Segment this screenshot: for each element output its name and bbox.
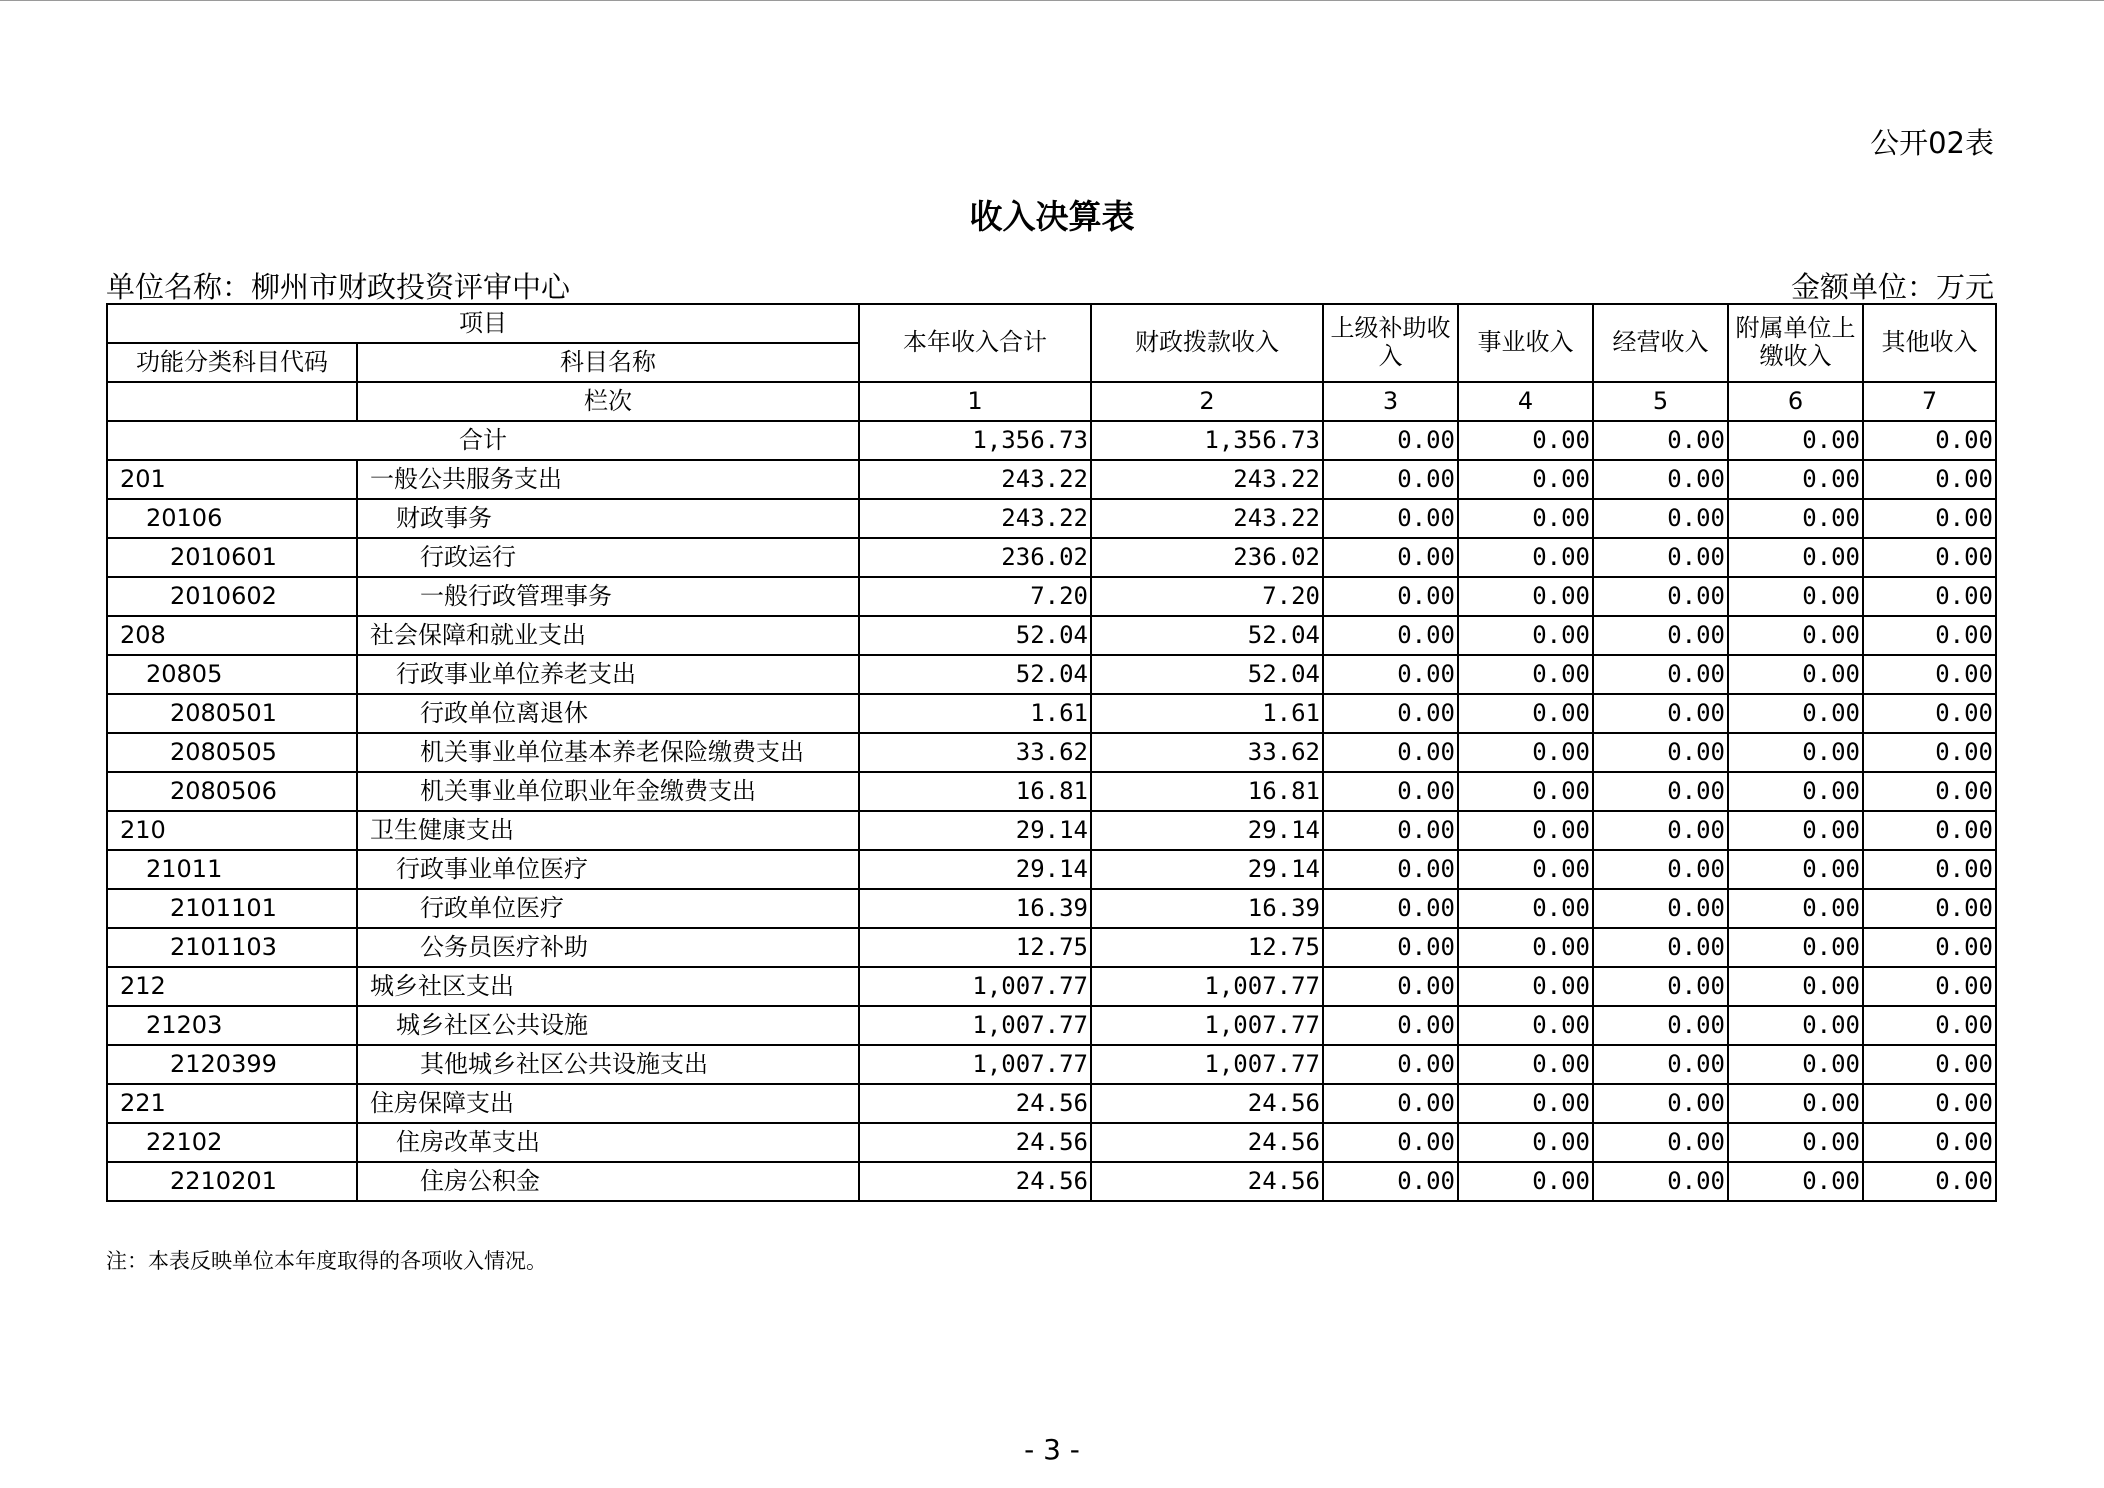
row-value-col-1: 24.56	[859, 1084, 1091, 1123]
header-col-6: 附属单位上缴收入	[1728, 304, 1863, 382]
row-subject-name: 行政单位离退休	[357, 694, 859, 733]
table-row	[107, 850, 1996, 889]
row-value-col-2: 29.14	[1091, 811, 1323, 850]
row-value-col-4: 0.00	[1458, 460, 1593, 499]
row-value-col-7: 0.00	[1863, 655, 1996, 694]
row-value-col-1: 29.14	[859, 811, 1091, 850]
row-value-col-2: 236.02	[1091, 538, 1323, 577]
row-value-col-7: 0.00	[1863, 928, 1996, 967]
row-value-col-7: 0.00	[1863, 772, 1996, 811]
row-value-col-3: 0.00	[1323, 850, 1458, 889]
row-value-col-5: 0.00	[1593, 733, 1728, 772]
row-code: 22102	[107, 1123, 357, 1162]
table-row	[107, 1123, 1996, 1162]
row-value-col-2: 1,007.77	[1091, 1006, 1323, 1045]
row-value-col-3: 0.00	[1323, 1123, 1458, 1162]
column-no-1: 1	[859, 382, 1091, 421]
row-value-col-1: 243.22	[859, 460, 1091, 499]
row-value-col-3: 0.00	[1323, 772, 1458, 811]
row-value-col-5: 0.00	[1593, 694, 1728, 733]
row-value-col-5: 0.00	[1593, 1045, 1728, 1084]
row-value-col-5: 0.00	[1593, 772, 1728, 811]
row-value-col-1: 1,007.77	[859, 1006, 1091, 1045]
row-value-col-6: 0.00	[1728, 616, 1863, 655]
table-row	[107, 1006, 1996, 1045]
row-value-col-3: 0.00	[1323, 733, 1458, 772]
row-value-col-3: 0.00	[1323, 655, 1458, 694]
row-value-col-4: 0.00	[1458, 1123, 1593, 1162]
row-value-col-6: 0.00	[1728, 1045, 1863, 1084]
header-col-1: 本年收入合计	[859, 304, 1091, 382]
row-code: 2080506	[107, 772, 357, 811]
row-value-col-4: 0.00	[1458, 616, 1593, 655]
row-value-col-3: 0.00	[1323, 577, 1458, 616]
row-value-col-4: 0.00	[1458, 928, 1593, 967]
row-subject-name: 机关事业单位基本养老保险缴费支出	[357, 733, 859, 772]
header-col-2: 财政拨款收入	[1091, 304, 1323, 382]
total-value: 1,356.73	[859, 421, 1091, 460]
row-value-col-6: 0.00	[1728, 928, 1863, 967]
row-subject-name: 一般公共服务支出	[357, 460, 859, 499]
row-value-col-5: 0.00	[1593, 889, 1728, 928]
row-value-col-6: 0.00	[1728, 1006, 1863, 1045]
row-subject-name: 其他城乡社区公共设施支出	[357, 1045, 859, 1084]
row-value-col-6: 0.00	[1728, 460, 1863, 499]
column-no-7: 7	[1863, 382, 1996, 421]
table-row	[107, 538, 1996, 577]
row-value-col-1: 24.56	[859, 1123, 1091, 1162]
header-col-5: 经营收入	[1593, 304, 1728, 382]
row-value-col-3: 0.00	[1323, 1084, 1458, 1123]
row-value-col-4: 0.00	[1458, 577, 1593, 616]
unit-name: 单位名称：柳州市财政投资评审中心	[106, 270, 571, 304]
row-value-col-1: 236.02	[859, 538, 1091, 577]
row-code: 201	[107, 460, 357, 499]
row-value-col-6: 0.00	[1728, 811, 1863, 850]
column-no-5: 5	[1593, 382, 1728, 421]
row-value-col-5: 0.00	[1593, 811, 1728, 850]
row-code: 2120399	[107, 1045, 357, 1084]
row-value-col-2: 1,007.77	[1091, 967, 1323, 1006]
table-row	[107, 460, 1996, 499]
row-subject-name: 城乡社区公共设施	[357, 1006, 859, 1045]
row-value-col-7: 0.00	[1863, 850, 1996, 889]
row-value-col-5: 0.00	[1593, 1123, 1728, 1162]
row-value-col-3: 0.00	[1323, 460, 1458, 499]
header-col-4: 事业收入	[1458, 304, 1593, 382]
row-value-col-5: 0.00	[1593, 577, 1728, 616]
row-value-col-5: 0.00	[1593, 655, 1728, 694]
form-number: 公开02表	[1870, 126, 1994, 160]
row-code: 208	[107, 616, 357, 655]
row-code: 20106	[107, 499, 357, 538]
column-no-4: 4	[1458, 382, 1593, 421]
total-row	[107, 421, 1996, 460]
row-value-col-1: 243.22	[859, 499, 1091, 538]
table-row	[107, 616, 1996, 655]
row-subject-name: 财政事务	[357, 499, 859, 538]
header-col-7: 其他收入	[1863, 304, 1996, 382]
row-value-col-6: 0.00	[1728, 1084, 1863, 1123]
row-value-col-5: 0.00	[1593, 1006, 1728, 1045]
row-code: 221	[107, 1084, 357, 1123]
row-value-col-4: 0.00	[1458, 655, 1593, 694]
row-value-col-3: 0.00	[1323, 1162, 1458, 1201]
total-value: 0.00	[1323, 421, 1458, 460]
row-value-col-7: 0.00	[1863, 499, 1996, 538]
row-code: 2080505	[107, 733, 357, 772]
row-value-col-4: 0.00	[1458, 889, 1593, 928]
column-no-2: 2	[1091, 382, 1323, 421]
row-value-col-6: 0.00	[1728, 694, 1863, 733]
row-value-col-1: 16.81	[859, 772, 1091, 811]
row-code: 2010602	[107, 577, 357, 616]
row-subject-name: 机关事业单位职业年金缴费支出	[357, 772, 859, 811]
table-row	[107, 1162, 1996, 1201]
row-value-col-2: 1,007.77	[1091, 1045, 1323, 1084]
row-value-col-1: 33.62	[859, 733, 1091, 772]
income-table	[106, 303, 1997, 1202]
row-value-col-6: 0.00	[1728, 889, 1863, 928]
row-value-col-1: 1,007.77	[859, 1045, 1091, 1084]
row-value-col-3: 0.00	[1323, 1006, 1458, 1045]
row-value-col-3: 0.00	[1323, 616, 1458, 655]
row-subject-name: 卫生健康支出	[357, 811, 859, 850]
row-value-col-6: 0.00	[1728, 1123, 1863, 1162]
row-value-col-3: 0.00	[1323, 694, 1458, 733]
row-value-col-5: 0.00	[1593, 616, 1728, 655]
header-subject-name: 科目名称	[357, 343, 859, 382]
row-code: 2210201	[107, 1162, 357, 1201]
row-value-col-4: 0.00	[1458, 694, 1593, 733]
column-no-6: 6	[1728, 382, 1863, 421]
table-row	[107, 655, 1996, 694]
row-code: 21011	[107, 850, 357, 889]
row-value-col-6: 0.00	[1728, 1162, 1863, 1201]
row-value-col-4: 0.00	[1458, 1162, 1593, 1201]
row-value-col-4: 0.00	[1458, 850, 1593, 889]
row-value-col-5: 0.00	[1593, 538, 1728, 577]
total-value: 0.00	[1458, 421, 1593, 460]
table-row	[107, 694, 1996, 733]
row-subject-name: 社会保障和就业支出	[357, 616, 859, 655]
table-row	[107, 772, 1996, 811]
row-value-col-4: 0.00	[1458, 1084, 1593, 1123]
row-value-col-7: 0.00	[1863, 967, 1996, 1006]
row-value-col-5: 0.00	[1593, 967, 1728, 1006]
row-value-col-2: 24.56	[1091, 1123, 1323, 1162]
row-value-col-2: 12.75	[1091, 928, 1323, 967]
row-value-col-4: 0.00	[1458, 733, 1593, 772]
total-value: 0.00	[1728, 421, 1863, 460]
row-value-col-3: 0.00	[1323, 928, 1458, 967]
row-value-col-3: 0.00	[1323, 811, 1458, 850]
row-value-col-7: 0.00	[1863, 1084, 1996, 1123]
row-value-col-7: 0.00	[1863, 733, 1996, 772]
row-value-col-2: 243.22	[1091, 499, 1323, 538]
row-value-col-2: 24.56	[1091, 1084, 1323, 1123]
column-label: 栏次	[357, 382, 859, 421]
row-value-col-7: 0.00	[1863, 889, 1996, 928]
row-code: 210	[107, 811, 357, 850]
row-value-col-1: 52.04	[859, 616, 1091, 655]
column-no-3: 3	[1323, 382, 1458, 421]
row-value-col-2: 1.61	[1091, 694, 1323, 733]
row-value-col-3: 0.00	[1323, 538, 1458, 577]
row-subject-name: 行政事业单位养老支出	[357, 655, 859, 694]
row-value-col-3: 0.00	[1323, 889, 1458, 928]
table-row	[107, 967, 1996, 1006]
total-value: 0.00	[1593, 421, 1728, 460]
row-code: 2101101	[107, 889, 357, 928]
row-value-col-4: 0.00	[1458, 1045, 1593, 1084]
total-value: 1,356.73	[1091, 421, 1323, 460]
table-row	[107, 928, 1996, 967]
row-value-col-5: 0.00	[1593, 1084, 1728, 1123]
row-value-col-1: 24.56	[859, 1162, 1091, 1201]
row-value-col-7: 0.00	[1863, 1006, 1996, 1045]
table-row	[107, 1084, 1996, 1123]
row-value-col-7: 0.00	[1863, 1123, 1996, 1162]
page-number: - 3 -	[1024, 1433, 1080, 1466]
row-value-col-6: 0.00	[1728, 577, 1863, 616]
row-value-col-2: 243.22	[1091, 460, 1323, 499]
row-value-col-7: 0.00	[1863, 694, 1996, 733]
row-subject-name: 住房保障支出	[357, 1084, 859, 1123]
row-value-col-1: 1,007.77	[859, 967, 1091, 1006]
row-value-col-2: 33.62	[1091, 733, 1323, 772]
header-func-code: 功能分类科目代码	[107, 343, 357, 382]
row-subject-name: 城乡社区支出	[357, 967, 859, 1006]
total-label: 合计	[107, 421, 859, 460]
row-value-col-7: 0.00	[1863, 1045, 1996, 1084]
row-value-col-2: 7.20	[1091, 577, 1323, 616]
row-value-col-1: 29.14	[859, 850, 1091, 889]
row-code: 2101103	[107, 928, 357, 967]
row-value-col-4: 0.00	[1458, 538, 1593, 577]
footnote: 注：本表反映单位本年度取得的各项收入情况。	[106, 1249, 547, 1273]
row-code: 2080501	[107, 694, 357, 733]
row-subject-name: 行政运行	[357, 538, 859, 577]
row-value-col-1: 7.20	[859, 577, 1091, 616]
amount-unit: 金额单位：万元	[1790, 270, 1994, 304]
row-value-col-3: 0.00	[1323, 499, 1458, 538]
row-value-col-1: 16.39	[859, 889, 1091, 928]
table-row	[107, 1045, 1996, 1084]
row-code: 21203	[107, 1006, 357, 1045]
column-number-row	[107, 382, 1996, 421]
row-value-col-7: 0.00	[1863, 538, 1996, 577]
row-value-col-7: 0.00	[1863, 811, 1996, 850]
row-value-col-4: 0.00	[1458, 1006, 1593, 1045]
row-subject-name: 公务员医疗补助	[357, 928, 859, 967]
row-value-col-6: 0.00	[1728, 655, 1863, 694]
row-value-col-4: 0.00	[1458, 811, 1593, 850]
row-subject-name: 行政事业单位医疗	[357, 850, 859, 889]
row-value-col-5: 0.00	[1593, 850, 1728, 889]
row-value-col-5: 0.00	[1593, 460, 1728, 499]
row-value-col-2: 16.81	[1091, 772, 1323, 811]
row-subject-name: 住房改革支出	[357, 1123, 859, 1162]
row-value-col-5: 0.00	[1593, 499, 1728, 538]
row-value-col-7: 0.00	[1863, 577, 1996, 616]
row-code: 2010601	[107, 538, 357, 577]
row-value-col-1: 52.04	[859, 655, 1091, 694]
row-value-col-2: 52.04	[1091, 655, 1323, 694]
row-code: 20805	[107, 655, 357, 694]
row-value-col-6: 0.00	[1728, 538, 1863, 577]
row-value-col-2: 52.04	[1091, 616, 1323, 655]
row-value-col-5: 0.00	[1593, 1162, 1728, 1201]
table-row	[107, 499, 1996, 538]
row-value-col-3: 0.00	[1323, 1045, 1458, 1084]
row-value-col-7: 0.00	[1863, 616, 1996, 655]
row-value-col-1: 1.61	[859, 694, 1091, 733]
row-value-col-4: 0.00	[1458, 772, 1593, 811]
row-value-col-7: 0.00	[1863, 460, 1996, 499]
table-row	[107, 733, 1996, 772]
total-value: 0.00	[1863, 421, 1996, 460]
row-value-col-4: 0.00	[1458, 967, 1593, 1006]
row-value-col-2: 29.14	[1091, 850, 1323, 889]
row-value-col-2: 24.56	[1091, 1162, 1323, 1201]
row-value-col-6: 0.00	[1728, 772, 1863, 811]
table-row	[107, 577, 1996, 616]
table-row	[107, 889, 1996, 928]
row-value-col-6: 0.00	[1728, 733, 1863, 772]
header-project: 项目	[107, 304, 859, 343]
table-row	[107, 811, 1996, 850]
row-value-col-3: 0.00	[1323, 967, 1458, 1006]
row-value-col-5: 0.00	[1593, 928, 1728, 967]
row-value-col-4: 0.00	[1458, 499, 1593, 538]
row-value-col-2: 16.39	[1091, 889, 1323, 928]
row-code: 212	[107, 967, 357, 1006]
row-value-col-6: 0.00	[1728, 850, 1863, 889]
header-col-3: 上级补助收入	[1323, 304, 1458, 382]
row-subject-name: 一般行政管理事务	[357, 577, 859, 616]
row-subject-name: 住房公积金	[357, 1162, 859, 1201]
row-value-col-7: 0.00	[1863, 1162, 1996, 1201]
page-title: 收入决算表	[969, 197, 1135, 236]
row-value-col-1: 12.75	[859, 928, 1091, 967]
row-value-col-6: 0.00	[1728, 499, 1863, 538]
row-subject-name: 行政单位医疗	[357, 889, 859, 928]
row-value-col-6: 0.00	[1728, 967, 1863, 1006]
